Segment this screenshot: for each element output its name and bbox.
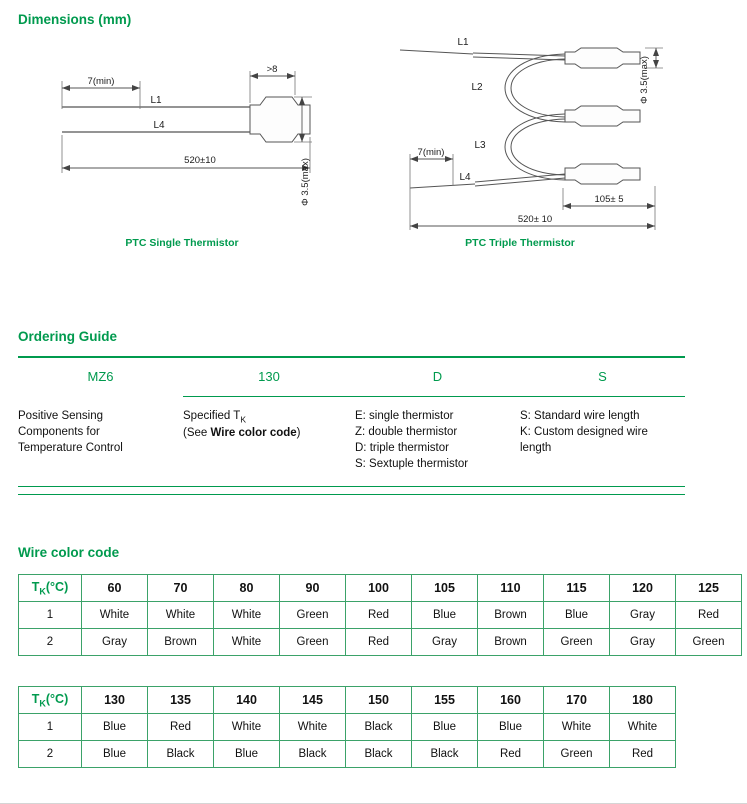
wire-number-cell: 2 <box>19 741 82 768</box>
wire-color-code-section <box>18 545 742 798</box>
wire-color-cell: Green <box>280 629 346 656</box>
wire-color-cell: Brown <box>148 629 214 656</box>
wire-color-cell: Green <box>280 602 346 629</box>
tk-header-cell: $T_K(^\circ C)$ <box>19 575 82 602</box>
text-line <box>183 409 331 426</box>
dim-label-7min: 7(min) <box>87 76 115 87</box>
ordering-guide-title: Ordering Guide <box>18 329 118 344</box>
wire-number-cell: 1 <box>19 714 82 741</box>
triple-thermistor-diagram <box>385 36 725 256</box>
dim-label-7min: 7(min) <box>417 147 445 158</box>
temperature-header-cell: 180 <box>610 687 676 714</box>
temperature-header-cell: 155 <box>412 687 478 714</box>
lead-label-l1: L1 <box>457 37 469 48</box>
wire-color-cell: Red <box>346 629 412 656</box>
wire-color-cell: Blue <box>82 714 148 741</box>
wire-length-description <box>520 409 685 472</box>
table-header-row <box>19 687 676 714</box>
wire-color-cell: Red <box>676 602 742 629</box>
series-description: Positive Sensing Components for Temperature Control <box>18 410 123 454</box>
wire-color-code-title: Wire color code <box>18 545 120 560</box>
dim-label-520: 520± 10 <box>517 214 553 225</box>
wire-color-cell: Green <box>676 629 742 656</box>
wire-color-cell: Blue <box>82 741 148 768</box>
text-segment: Specified T <box>183 410 241 422</box>
wire-color-cell: Black <box>280 741 346 768</box>
tk-header-cell: $T_K(^\circ C)$ <box>19 687 82 714</box>
wire-color-code-reference: Wire color code <box>210 427 297 440</box>
thermistor-sleeve-2 <box>565 106 640 126</box>
dim-label-520: 520±10 <box>184 155 216 166</box>
wire-color-cell: Brown <box>478 629 544 656</box>
temperature-header-cell: 70 <box>148 575 214 602</box>
wire-color-cell: White <box>214 629 280 656</box>
wire-color-cell: Blue <box>412 602 478 629</box>
wire-color-cell: White <box>280 714 346 741</box>
lead-label-l4: L4 <box>459 172 471 183</box>
temperature-header-cell: 145 <box>280 687 346 714</box>
ordering-code-type: D <box>432 369 443 384</box>
extension-lines <box>410 48 663 230</box>
temperature-header-cell: 60 <box>82 575 148 602</box>
lead-wire-l1 <box>400 50 565 60</box>
subscript-k: K <box>240 414 246 425</box>
wire-number-cell: 2 <box>19 629 82 656</box>
temperature-header-cell: 135 <box>148 687 214 714</box>
temperature-header-cell: 120 <box>610 575 676 602</box>
thermistor-sleeve <box>250 97 310 142</box>
wire-color-cell: Red <box>610 741 676 768</box>
wire-color-cell: White <box>214 602 280 629</box>
wire-color-cell: Blue <box>214 741 280 768</box>
wire-color-table-60-125 <box>18 574 742 656</box>
text-segment: ) <box>296 427 301 440</box>
thermistor-sleeve-3 <box>565 164 640 184</box>
wire-number-cell: 1 <box>19 602 82 629</box>
temperature-header-cell: 140 <box>214 687 280 714</box>
lead-wire-l4 <box>410 174 565 188</box>
temperature-header-cell: 130 <box>82 687 148 714</box>
wire-color-cell: Gray <box>610 629 676 656</box>
table-bottom-rules <box>18 486 685 495</box>
wire-color-cell: Black <box>346 741 412 768</box>
wire-color-cell: White <box>148 602 214 629</box>
wire-color-cell: Gray <box>82 629 148 656</box>
dim-label-diameter: Φ 3.5(max) <box>300 158 311 206</box>
wire-color-cell: Black <box>148 741 214 768</box>
table-row <box>19 602 742 629</box>
dim-label-diameter: Φ 3.5(max) <box>639 56 650 104</box>
text-segment: (See <box>183 427 211 440</box>
wire-color-cell: Black <box>346 714 412 741</box>
wire-color-cell: Gray <box>412 629 478 656</box>
temperature-header-cell: 80 <box>214 575 280 602</box>
text-line: S: Sextuple thermistor <box>355 457 469 470</box>
ordering-code-wire-length: S <box>598 369 607 384</box>
wire-color-table-130-180 <box>18 686 676 768</box>
temperature-header-cell: 100 <box>346 575 412 602</box>
thermistor-sleeve-1 <box>565 48 640 68</box>
table-row <box>19 741 676 768</box>
text-line: Z: double thermistor <box>355 425 458 438</box>
tk-description <box>183 409 355 472</box>
ordering-code-tk: 130 <box>258 369 280 384</box>
lead-label-l4: L4 <box>153 120 165 131</box>
text-line: K: Custom designed wire length <box>520 425 648 454</box>
wire-color-cell: Blue <box>544 602 610 629</box>
text-line: D: triple thermistor <box>355 441 449 454</box>
loop-label-l2: L2 <box>471 82 483 93</box>
single-thermistor-diagram <box>40 55 350 253</box>
wire-color-cell: Blue <box>412 714 478 741</box>
ordering-guide-section <box>18 329 685 495</box>
wire-color-cell: White <box>544 714 610 741</box>
temperature-header-cell: 125 <box>676 575 742 602</box>
single-thermistor-caption: PTC Single Thermistor <box>125 237 239 249</box>
lead-label-l1: L1 <box>150 95 162 106</box>
wire-color-cell: White <box>610 714 676 741</box>
temperature-header-cell: 160 <box>478 687 544 714</box>
temperature-header-cell: 105 <box>412 575 478 602</box>
text-line: S: Standard wire length <box>520 410 640 422</box>
wire-color-cell: Red <box>346 602 412 629</box>
dimensions-title: Dimensions (mm) <box>18 12 132 27</box>
type-description <box>355 409 520 472</box>
wire-color-cell: White <box>214 714 280 741</box>
triple-thermistor-caption: PTC Triple Thermistor <box>465 237 575 249</box>
text-line <box>183 426 331 442</box>
wire-color-cell: Brown <box>478 602 544 629</box>
text-line: E: single thermistor <box>355 410 454 422</box>
dim-label-gt8: >8 <box>266 64 278 75</box>
table-header-row <box>19 575 742 602</box>
loop-label-l3: L3 <box>474 140 486 151</box>
wire-color-cell: Blue <box>478 714 544 741</box>
loop-wires <box>505 54 565 180</box>
wire-color-cell: White <box>82 602 148 629</box>
temperature-header-cell: 115 <box>544 575 610 602</box>
temperature-header-cell: 110 <box>478 575 544 602</box>
wire-color-cell: Green <box>544 741 610 768</box>
wire-color-cell: Green <box>544 629 610 656</box>
table-row <box>19 714 676 741</box>
ordering-code-series: MZ6 <box>87 369 114 384</box>
wire-color-cell: Red <box>478 741 544 768</box>
temperature-header-cell: 170 <box>544 687 610 714</box>
wire-color-cell: Gray <box>610 602 676 629</box>
wire-color-cell: Red <box>148 714 214 741</box>
wire-color-cell: Black <box>412 741 478 768</box>
temperature-header-cell: 90 <box>280 575 346 602</box>
dim-label-105: 105± 5 <box>594 194 624 205</box>
temperature-header-cell: 150 <box>346 687 412 714</box>
table-row <box>19 629 742 656</box>
ordering-code-row <box>18 358 685 396</box>
ordering-description-row <box>18 397 685 486</box>
